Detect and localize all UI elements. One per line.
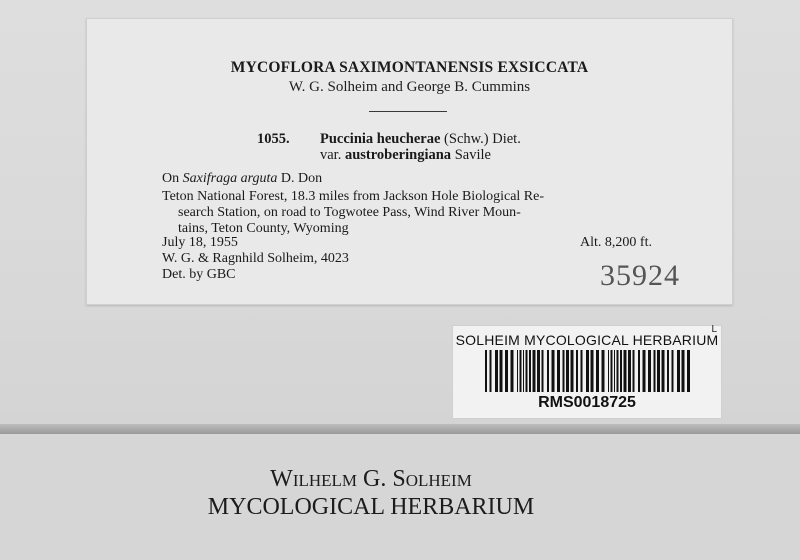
accession-number: 35924 [600, 259, 680, 292]
barcode-bar [581, 350, 583, 392]
label-mark: L [711, 324, 717, 335]
barcode-bar [614, 350, 615, 392]
barcode-bar [617, 350, 619, 392]
collection-date: July 18, 1955 [162, 235, 238, 250]
herbarium-name: SOLHEIM MYCOLOGICAL HERBARIUM [455, 332, 719, 348]
barcode-bar [662, 350, 665, 392]
locality-line-2: search Station, on road to Togwotee Pass, Wind River Moun- [178, 205, 521, 220]
packet-fold [0, 424, 800, 434]
host-prefix: On [162, 171, 180, 186]
exsiccata-number: 1055. [257, 131, 290, 147]
barcode-bar [566, 350, 569, 392]
barcode-bar [495, 350, 498, 392]
barcode [483, 350, 693, 392]
species-authority: (Schw.) Diet. [444, 131, 521, 147]
locality-line-1: Teton National Forest, 18.3 miles from Jackson Hole Biological Re- [162, 189, 545, 204]
barcode-bar [552, 350, 555, 392]
stamp-name: Wilhelm G. Solheim [270, 466, 472, 492]
barcode-bar [547, 350, 549, 392]
barcode-bar [523, 350, 524, 392]
barcode-bar [648, 350, 651, 392]
barcode-bar [576, 350, 578, 392]
barcode-bar [654, 350, 656, 392]
barcode-bar [505, 350, 508, 392]
barcode-label [452, 325, 722, 419]
altitude: Alt. 8,200 ft. [580, 235, 652, 250]
barcode-bar [611, 350, 613, 392]
barcode-bar [586, 350, 589, 392]
barcode-bar [672, 350, 674, 392]
barcode-bar [485, 350, 487, 392]
stamp-line-2: MYCOLOGICAL HERBARIUM [207, 494, 535, 520]
barcode-bar [563, 350, 565, 392]
locality-line-3: tains, Teton County, Wyoming [178, 221, 349, 236]
host-name: Saxifraga arguta [182, 171, 278, 186]
barcode-bar [608, 350, 609, 392]
label-title: MYCOFLORA SAXIMONTANENSIS EXSICCATA [230, 59, 589, 76]
barcode-bar [571, 350, 574, 392]
barcode-bar [620, 350, 622, 392]
barcode-bar [533, 350, 536, 392]
label-authors: W. G. Solheim and George B. Cummins [288, 79, 531, 95]
barcode-bar [511, 350, 514, 392]
barcode-bar [557, 350, 560, 392]
barcode-bar [529, 350, 531, 392]
barcode-bar [677, 350, 680, 392]
barcode-bar [624, 350, 627, 392]
species-line [320, 131, 521, 148]
variety-name: austroberingiana [344, 147, 452, 163]
barcode-bar [687, 350, 690, 392]
variety-line [320, 147, 491, 164]
barcode-bar [500, 350, 503, 392]
barcode-bar [490, 350, 492, 392]
barcode-bar [682, 350, 685, 392]
barcode-bar [643, 350, 646, 392]
barcode-bar [628, 350, 631, 392]
determiner: Det. by GBC [162, 267, 236, 282]
stamp-line-1 [0, 466, 742, 493]
barcode-bar [667, 350, 669, 392]
barcode-bar [633, 350, 635, 392]
barcode-bar [517, 350, 518, 392]
divider-rule [369, 111, 447, 112]
barcode-bar [520, 350, 522, 392]
barcode-bar [537, 350, 540, 392]
collectors: W. G. & Ragnhild Solheim, 4023 [162, 251, 349, 266]
variety-prefix: var. [320, 147, 342, 163]
barcode-bar [542, 350, 544, 392]
barcode-bar [591, 350, 594, 392]
exsiccata-label [86, 18, 733, 305]
barcode-bar [638, 350, 640, 392]
barcode-bar [657, 350, 660, 392]
variety-authority: Savile [454, 147, 491, 163]
barcode-code: RMS0018725 [538, 394, 636, 411]
host-authority: D. Don [280, 171, 323, 186]
barcode-bar [602, 350, 605, 392]
barcode-bar [596, 350, 599, 392]
host-line [162, 171, 322, 187]
species-name: Puccinia heucherae [320, 131, 441, 147]
barcode-bar [526, 350, 528, 392]
